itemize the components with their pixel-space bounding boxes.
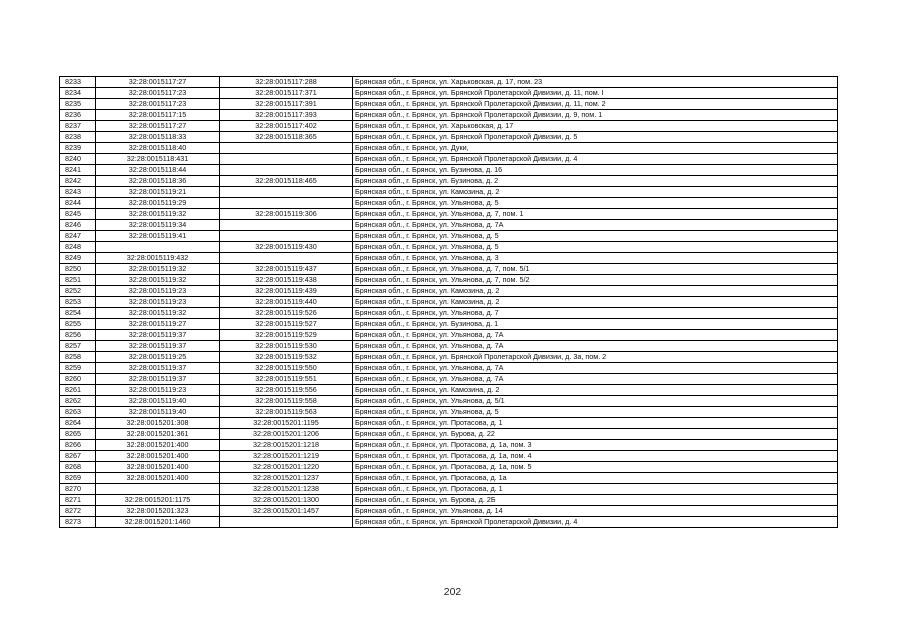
parcel-number-cell: 32:28:0015119:29 <box>96 198 220 209</box>
table-row <box>60 330 838 341</box>
table-row <box>60 198 838 209</box>
parcel-number-cell: 32:28:0015117:15 <box>96 110 220 121</box>
address-cell: Брянская обл., г. Брянск, ул. Ульянова, д. 5 <box>353 407 838 418</box>
parcel-number-cell: 32:28:0015119:37 <box>96 374 220 385</box>
address-cell: Брянская обл., г. Брянск, ул. Бузинова, д. 16 <box>353 165 838 176</box>
address-cell: Брянская обл., г. Брянск, ул. Брянской Пролетарской Дивизии, д. 11, пом. I <box>353 88 838 99</box>
parcel-number-cell: 32:28:0015201:400 <box>96 462 220 473</box>
address-cell: Брянская обл., г. Брянск, ул. Ульянова, д. 5 <box>353 231 838 242</box>
table-row <box>60 319 838 330</box>
object-number-cell: 32:28:0015201:1457 <box>220 506 353 517</box>
table-row <box>60 440 838 451</box>
object-number-cell: 32:28:0015118:365 <box>220 132 353 143</box>
object-number-cell: 32:28:0015201:1300 <box>220 495 353 506</box>
table-row <box>60 297 838 308</box>
object-number-cell: 32:28:0015201:1238 <box>220 484 353 495</box>
address-cell: Брянская обл., г. Брянск, ул. Брянской Пролетарской Дивизии, д. 4 <box>353 517 838 528</box>
table-row <box>60 242 838 253</box>
document-table-body <box>60 77 838 528</box>
parcel-number-cell: 32:28:0015118:36 <box>96 176 220 187</box>
object-number-cell: 32:28:0015117:402 <box>220 121 353 132</box>
parcel-number-cell: 32:28:0015119:32 <box>96 264 220 275</box>
object-number-cell <box>220 517 353 528</box>
row-number-cell: 8264 <box>60 418 96 429</box>
table-row <box>60 209 838 220</box>
parcel-number-cell: 32:28:0015119:23 <box>96 385 220 396</box>
object-number-cell <box>220 165 353 176</box>
parcel-number-cell: 32:28:0015119:37 <box>96 330 220 341</box>
parcel-number-cell: 32:28:0015117:27 <box>96 77 220 88</box>
parcel-number-cell: 32:28:0015117:23 <box>96 99 220 110</box>
parcel-number-cell: 32:28:0015201:400 <box>96 451 220 462</box>
row-number-cell: 8244 <box>60 198 96 209</box>
address-cell: Брянская обл., г. Брянск, ул. Ульянова, д. 7А <box>353 363 838 374</box>
parcel-number-cell: 32:28:0015119:40 <box>96 407 220 418</box>
address-cell: Брянская обл., г. Брянск, ул. Камозина, д. 2 <box>353 385 838 396</box>
parcel-number-cell: 32:28:0015201:1460 <box>96 517 220 528</box>
table-row <box>60 121 838 132</box>
parcel-number-cell: 32:28:0015119:41 <box>96 231 220 242</box>
parcel-number-cell: 32:28:0015119:34 <box>96 220 220 231</box>
address-cell: Брянская обл., г. Брянск, ул. Камозина, д. 2 <box>353 297 838 308</box>
parcel-number-cell: 32:28:0015201:361 <box>96 429 220 440</box>
parcel-number-cell: 32:28:0015119:32 <box>96 209 220 220</box>
object-number-cell: 32:28:0015119:306 <box>220 209 353 220</box>
row-number-cell: 8233 <box>60 77 96 88</box>
address-cell: Брянская обл., г. Брянск, ул. Дуки, <box>353 143 838 154</box>
table-row <box>60 385 838 396</box>
object-number-cell <box>220 220 353 231</box>
row-number-cell: 8263 <box>60 407 96 418</box>
table-row <box>60 429 838 440</box>
table-row <box>60 264 838 275</box>
row-number-cell: 8236 <box>60 110 96 121</box>
table-row <box>60 286 838 297</box>
table-row <box>60 374 838 385</box>
parcel-number-cell: 32:28:0015119:27 <box>96 319 220 330</box>
row-number-cell: 8258 <box>60 352 96 363</box>
parcel-number-cell <box>96 484 220 495</box>
object-number-cell: 32:28:0015201:1206 <box>220 429 353 440</box>
address-cell: Брянская обл., г. Брянск, ул. Протасова, д. 1а, пом. 4 <box>353 451 838 462</box>
table-row <box>60 473 838 484</box>
object-number-cell <box>220 198 353 209</box>
row-number-cell: 8259 <box>60 363 96 374</box>
table-row <box>60 275 838 286</box>
row-number-cell: 8272 <box>60 506 96 517</box>
address-cell: Брянская обл., г. Брянск, ул. Ульянова, д. 7А <box>353 341 838 352</box>
parcel-number-cell: 32:28:0015118:40 <box>96 143 220 154</box>
object-number-cell: 32:28:0015119:551 <box>220 374 353 385</box>
row-number-cell: 8234 <box>60 88 96 99</box>
row-number-cell: 8254 <box>60 308 96 319</box>
parcel-number-cell: 32:28:0015201:1175 <box>96 495 220 506</box>
parcel-number-cell: 32:28:0015119:40 <box>96 396 220 407</box>
object-number-cell: 32:28:0015119:437 <box>220 264 353 275</box>
address-cell: Брянская обл., г. Брянск, ул. Камозина, д. 2 <box>353 187 838 198</box>
address-cell: Брянская обл., г. Брянск, ул. Протасова, д. 1 <box>353 484 838 495</box>
row-number-cell: 8237 <box>60 121 96 132</box>
document-table <box>59 76 838 528</box>
object-number-cell <box>220 143 353 154</box>
table-row <box>60 352 838 363</box>
address-cell: Брянская обл., г. Брянск, ул. Протасова, д. 1а, пом. 3 <box>353 440 838 451</box>
object-number-cell: 32:28:0015119:532 <box>220 352 353 363</box>
row-number-cell: 8248 <box>60 242 96 253</box>
row-number-cell: 8252 <box>60 286 96 297</box>
table-row <box>60 495 838 506</box>
table-row <box>60 396 838 407</box>
table-row <box>60 154 838 165</box>
parcel-number-cell: 32:28:0015119:21 <box>96 187 220 198</box>
row-number-cell: 8256 <box>60 330 96 341</box>
row-number-cell: 8260 <box>60 374 96 385</box>
row-number-cell: 8270 <box>60 484 96 495</box>
address-cell: Брянская обл., г. Брянск, ул. Брянской Пролетарской Дивизии, д. 3а, пом. 2 <box>353 352 838 363</box>
address-cell: Брянская обл., г. Брянск, ул. Камозина, д. 2 <box>353 286 838 297</box>
object-number-cell <box>220 231 353 242</box>
row-number-cell: 8261 <box>60 385 96 396</box>
parcel-number-cell: 32:28:0015119:432 <box>96 253 220 264</box>
table-row <box>60 77 838 88</box>
table-row <box>60 451 838 462</box>
address-cell: Брянская обл., г. Брянск, ул. Бурова, д. 22 <box>353 429 838 440</box>
object-number-cell: 32:28:0015119:430 <box>220 242 353 253</box>
parcel-number-cell: 32:28:0015201:308 <box>96 418 220 429</box>
address-cell: Брянская обл., г. Брянск, ул. Бузинова, д. 2 <box>353 176 838 187</box>
table-row <box>60 165 838 176</box>
address-cell: Брянская обл., г. Брянск, ул. Протасова, д. 1а <box>353 473 838 484</box>
parcel-number-cell: 32:28:0015201:400 <box>96 473 220 484</box>
row-number-cell: 8245 <box>60 209 96 220</box>
address-cell: Брянская обл., г. Брянск, ул. Ульянова, д. 7А <box>353 220 838 231</box>
address-cell: Брянская обл., г. Брянск, ул. Ульянова, д. 7А <box>353 330 838 341</box>
object-number-cell <box>220 253 353 264</box>
parcel-number-cell: 32:28:0015118:44 <box>96 165 220 176</box>
object-number-cell: 32:28:0015119:529 <box>220 330 353 341</box>
table-row <box>60 176 838 187</box>
row-number-cell: 8271 <box>60 495 96 506</box>
address-cell: Брянская обл., г. Брянск, ул. Ульянова, д. 14 <box>353 506 838 517</box>
table-row <box>60 506 838 517</box>
address-cell: Брянская обл., г. Брянск, ул. Бурова, д. 2Б <box>353 495 838 506</box>
address-cell: Брянская обл., г. Брянск, ул. Харьковская, д. 17, пом. 23 <box>353 77 838 88</box>
table-row <box>60 363 838 374</box>
parcel-number-cell: 32:28:0015201:323 <box>96 506 220 517</box>
page-number: 202 <box>443 586 462 598</box>
parcel-number-cell: 32:28:0015119:37 <box>96 341 220 352</box>
address-cell: Брянская обл., г. Брянск, ул. Протасова, д. 1а, пом. 5 <box>353 462 838 473</box>
object-number-cell: 32:28:0015119:563 <box>220 407 353 418</box>
row-number-cell: 8239 <box>60 143 96 154</box>
object-number-cell: 32:28:0015119:530 <box>220 341 353 352</box>
parcel-number-cell: 32:28:0015119:25 <box>96 352 220 363</box>
row-number-cell: 8242 <box>60 176 96 187</box>
row-number-cell: 8273 <box>60 517 96 528</box>
object-number-cell: 32:28:0015117:288 <box>220 77 353 88</box>
table-row <box>60 110 838 121</box>
address-cell: Брянская обл., г. Брянск, ул. Ульянова, д. 7А <box>353 374 838 385</box>
row-number-cell: 8266 <box>60 440 96 451</box>
table-row <box>60 143 838 154</box>
object-number-cell <box>220 154 353 165</box>
row-number-cell: 8255 <box>60 319 96 330</box>
table-row <box>60 187 838 198</box>
address-cell: Брянская обл., г. Брянск, ул. Ульянова, д. 5 <box>353 198 838 209</box>
table-row <box>60 418 838 429</box>
address-cell: Брянская обл., г. Брянск, ул. Ульянова, д. 7 <box>353 308 838 319</box>
address-cell: Брянская обл., г. Брянск, ул. Ульянова, д. 7, пом. 5/1 <box>353 264 838 275</box>
parcel-number-cell: 32:28:0015201:400 <box>96 440 220 451</box>
object-number-cell: 32:28:0015119:439 <box>220 286 353 297</box>
parcel-number-cell: 32:28:0015118:33 <box>96 132 220 143</box>
row-number-cell: 8251 <box>60 275 96 286</box>
object-number-cell: 32:28:0015201:1195 <box>220 418 353 429</box>
table-row <box>60 341 838 352</box>
object-number-cell: 32:28:0015118:465 <box>220 176 353 187</box>
table-row <box>60 462 838 473</box>
table-row <box>60 132 838 143</box>
address-cell: Брянская обл., г. Брянск, ул. Брянской Пролетарской Дивизии, д. 5 <box>353 132 838 143</box>
object-number-cell: 32:28:0015119:527 <box>220 319 353 330</box>
object-number-cell: 32:28:0015119:526 <box>220 308 353 319</box>
row-number-cell: 8269 <box>60 473 96 484</box>
object-number-cell: 32:28:0015119:558 <box>220 396 353 407</box>
parcel-number-cell: 32:28:0015119:37 <box>96 363 220 374</box>
object-number-cell: 32:28:0015119:550 <box>220 363 353 374</box>
object-number-cell: 32:28:0015201:1218 <box>220 440 353 451</box>
table-row <box>60 308 838 319</box>
table-row <box>60 517 838 528</box>
table-row <box>60 88 838 99</box>
object-number-cell: 32:28:0015119:440 <box>220 297 353 308</box>
parcel-number-cell: 32:28:0015119:32 <box>96 275 220 286</box>
row-number-cell: 8238 <box>60 132 96 143</box>
row-number-cell: 8241 <box>60 165 96 176</box>
table-row <box>60 253 838 264</box>
row-number-cell: 8257 <box>60 341 96 352</box>
address-cell: Брянская обл., г. Брянск, ул. Ульянова, д. 7, пом. 1 <box>353 209 838 220</box>
table-row <box>60 99 838 110</box>
object-number-cell: 32:28:0015119:556 <box>220 385 353 396</box>
row-number-cell: 8253 <box>60 297 96 308</box>
address-cell: Брянская обл., г. Брянск, ул. Брянской Пролетарской Дивизии, д. 4 <box>353 154 838 165</box>
row-number-cell: 8262 <box>60 396 96 407</box>
row-number-cell: 8267 <box>60 451 96 462</box>
address-cell: Брянская обл., г. Брянск, ул. Ульянова, д. 3 <box>353 253 838 264</box>
table-row <box>60 484 838 495</box>
parcel-number-cell: 32:28:0015119:32 <box>96 308 220 319</box>
address-cell: Брянская обл., г. Брянск, ул. Брянской Пролетарской Дивизии, д. 11, пом. 2 <box>353 99 838 110</box>
parcel-number-cell: 32:28:0015117:27 <box>96 121 220 132</box>
row-number-cell: 8235 <box>60 99 96 110</box>
address-cell: Брянская обл., г. Брянск, ул. Бузинова, д. 1 <box>353 319 838 330</box>
table-row <box>60 220 838 231</box>
parcel-number-cell: 32:28:0015117:23 <box>96 88 220 99</box>
address-cell: Брянская обл., г. Брянск, ул. Брянской Пролетарской Дивизии, д. 9, пом. 1 <box>353 110 838 121</box>
table-row <box>60 407 838 418</box>
address-cell: Брянская обл., г. Брянск, ул. Ульянова, д. 5/1 <box>353 396 838 407</box>
row-number-cell: 8249 <box>60 253 96 264</box>
address-cell: Брянская обл., г. Брянск, ул. Харьковская, д. 17 <box>353 121 838 132</box>
object-number-cell: 32:28:0015117:393 <box>220 110 353 121</box>
row-number-cell: 8243 <box>60 187 96 198</box>
address-cell: Брянская обл., г. Брянск, ул. Ульянова, д. 5 <box>353 242 838 253</box>
parcel-number-cell: 32:28:0015119:23 <box>96 286 220 297</box>
object-number-cell: 32:28:0015117:371 <box>220 88 353 99</box>
object-number-cell: 32:28:0015201:1237 <box>220 473 353 484</box>
row-number-cell: 8246 <box>60 220 96 231</box>
parcel-number-cell: 32:28:0015119:23 <box>96 297 220 308</box>
parcel-number-cell: 32:28:0015118:431 <box>96 154 220 165</box>
object-number-cell: 32:28:0015201:1219 <box>220 451 353 462</box>
address-cell: Брянская обл., г. Брянск, ул. Протасова, д. 1 <box>353 418 838 429</box>
object-number-cell <box>220 187 353 198</box>
parcel-number-cell <box>96 242 220 253</box>
object-number-cell: 32:28:0015201:1220 <box>220 462 353 473</box>
table-row <box>60 231 838 242</box>
row-number-cell: 8265 <box>60 429 96 440</box>
object-number-cell: 32:28:0015117:391 <box>220 99 353 110</box>
row-number-cell: 8250 <box>60 264 96 275</box>
row-number-cell: 8240 <box>60 154 96 165</box>
row-number-cell: 8268 <box>60 462 96 473</box>
row-number-cell: 8247 <box>60 231 96 242</box>
object-number-cell: 32:28:0015119:438 <box>220 275 353 286</box>
address-cell: Брянская обл., г. Брянск, ул. Ульянова, д. 7, пом. 5/2 <box>353 275 838 286</box>
